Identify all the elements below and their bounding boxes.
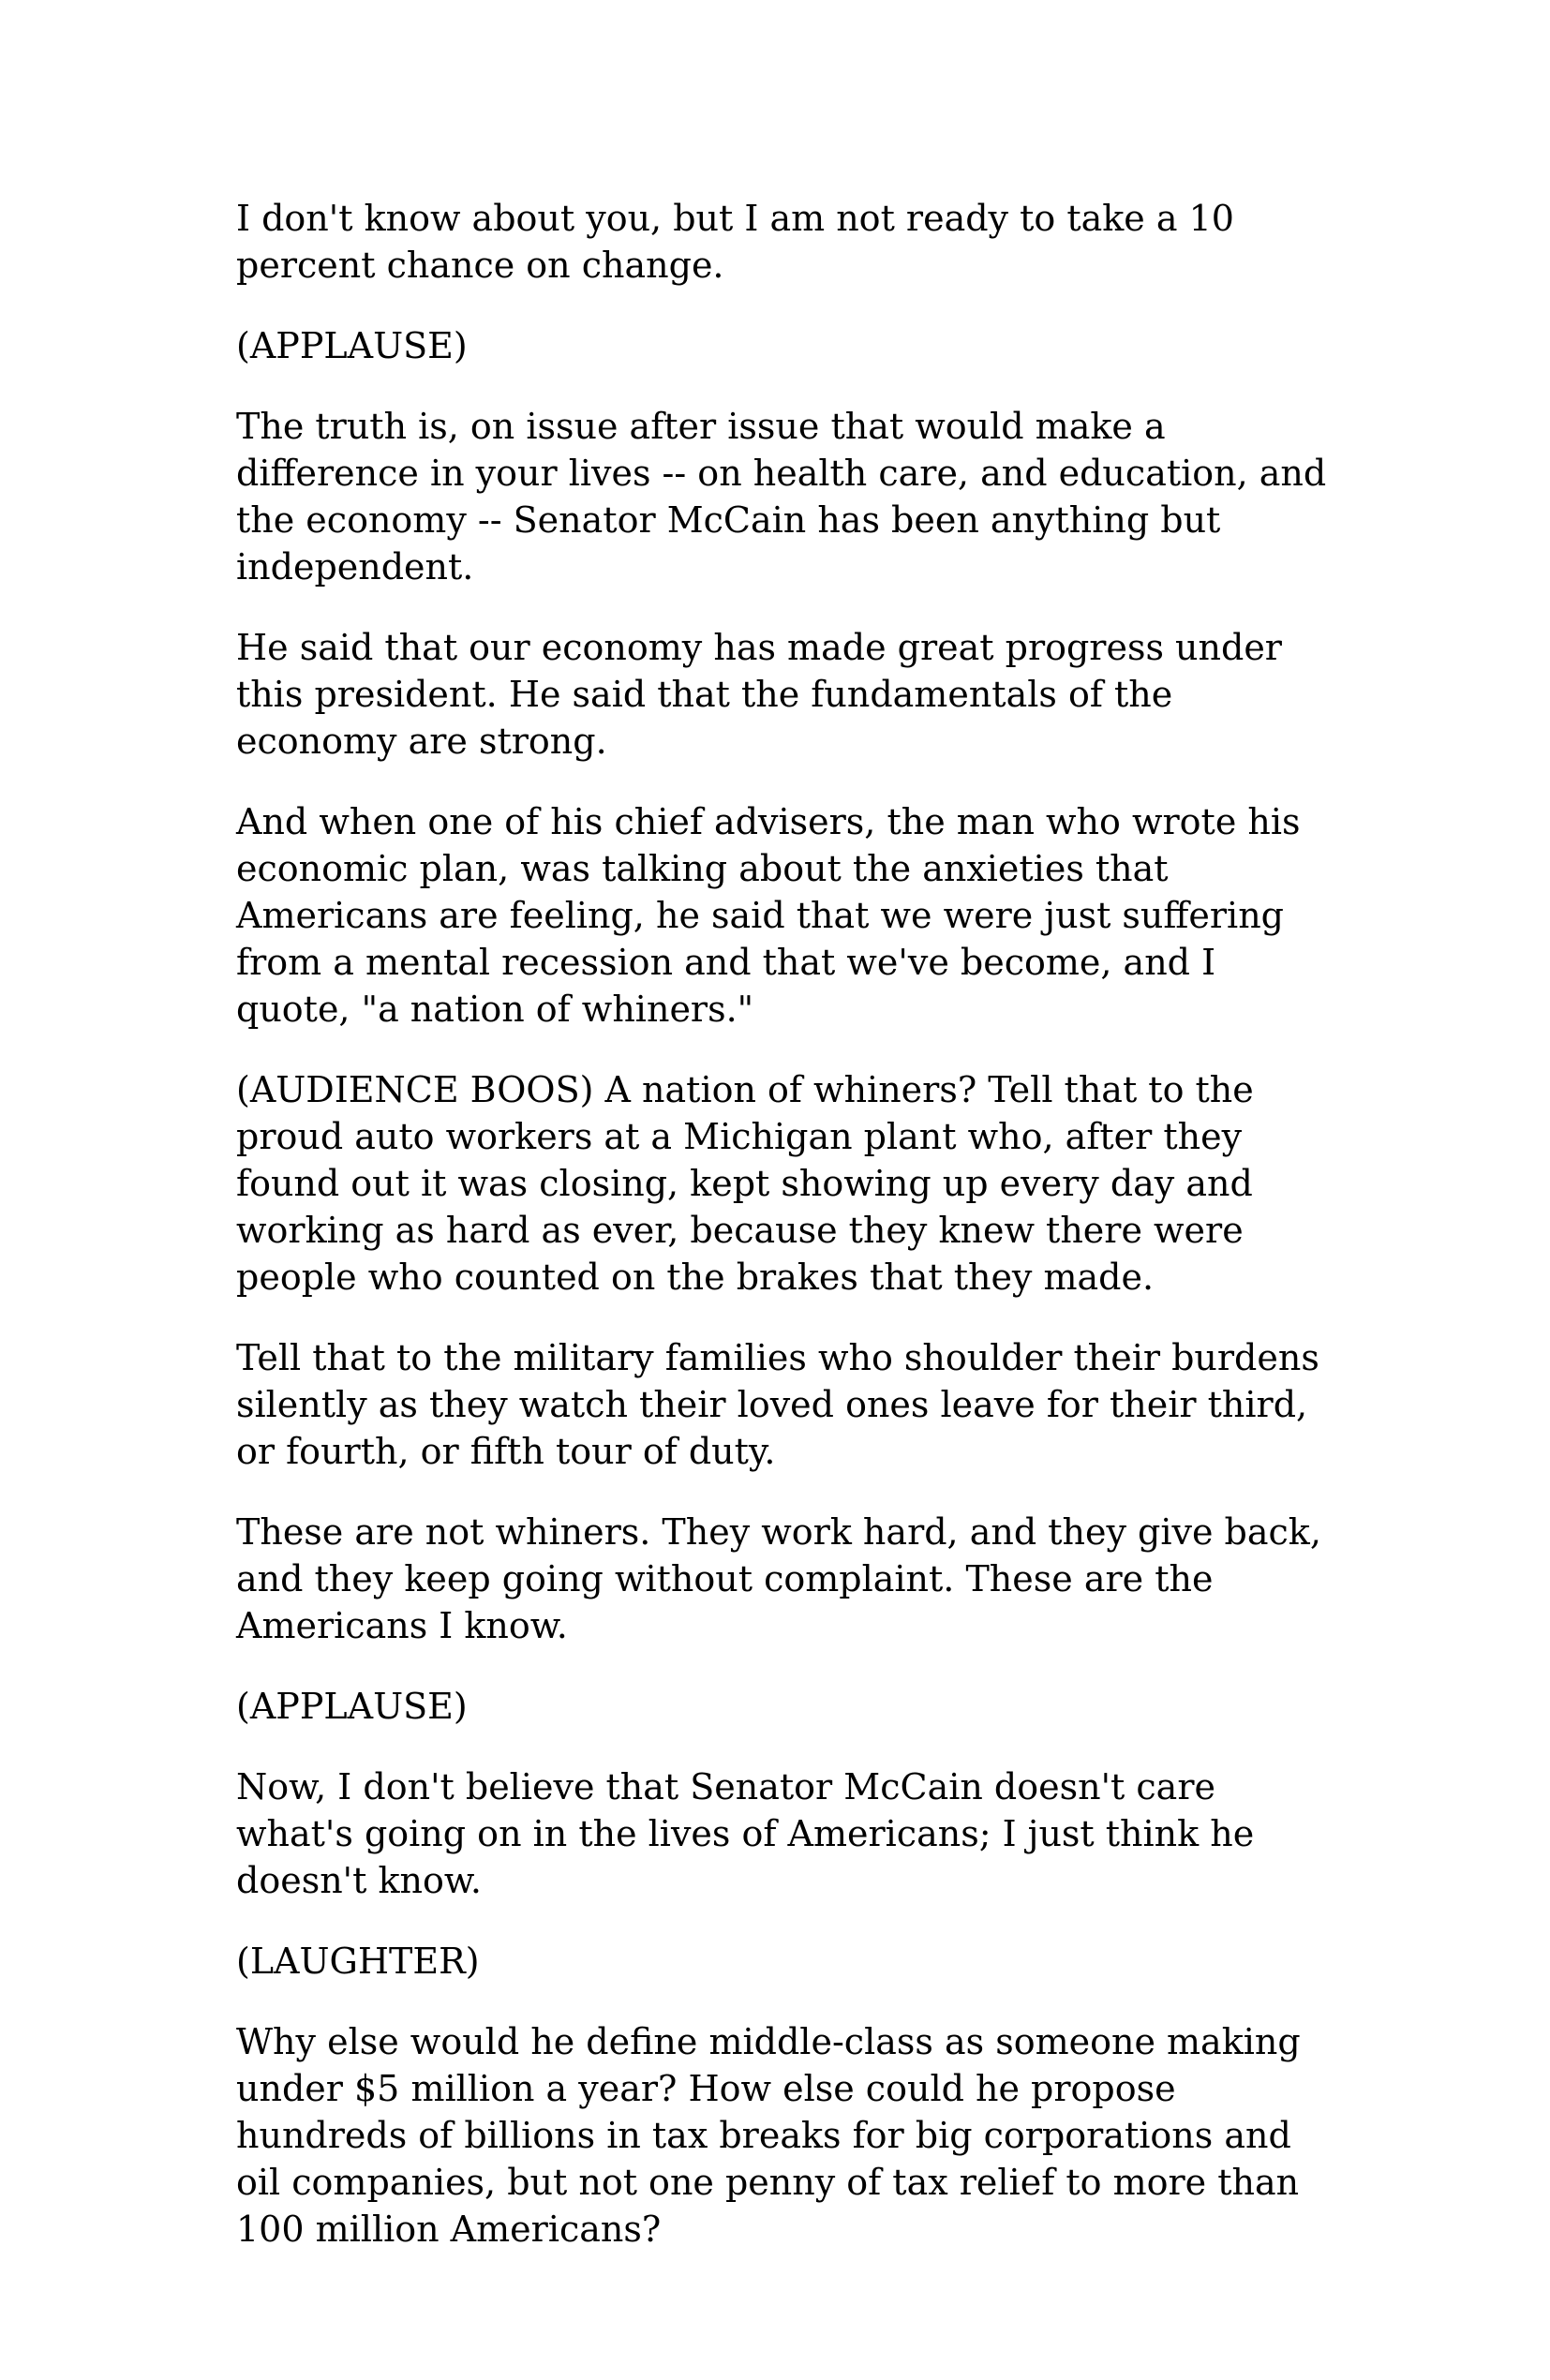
stage-direction-paragraph: (LAUGHTER) <box>236 1941 480 1982</box>
speech-paragraph: He said that our economy has made great progress under this president. He said that the fundamentals of the economy are strong. <box>236 627 1282 762</box>
speech-paragraph: Now, I don't believe that Senator McCain doesn't care what's going on in the lives of Americans; I just think he doesn't know. <box>236 1766 1255 1901</box>
speech-paragraph: (AUDIENCE BOOS) A nation of whiners? Tell that to the proud auto workers at a Michigan plant who, after they found out it was closing, kept showing up every day and working as hard as ever, because they knew there were people who counted on the brakes that they made. <box>236 1069 1254 1298</box>
stage-direction-paragraph: (APPLAUSE) <box>236 325 468 366</box>
speech-paragraph: The truth is, on issue after issue that would make a difference in your lives -- on health care, and education, and the economy -- Senator McCain has been anything but independent. <box>236 406 1327 588</box>
speech-paragraph: Why else would he define middle-class as someone making under $5 million a year? How else could he propose hundreds of billions in tax breaks for big corporations and oil companies, but not one penny of tax relief to more than 100 million Americans? <box>236 2021 1301 2250</box>
paragraph-container <box>236 195 1340 2253</box>
speech-paragraph: I don't know about you, but I am not ready to take a 10 percent chance on change. <box>236 198 1234 286</box>
speech-paragraph: These are not whiners. They work hard, and they give back, and they keep going without complaint. These are the Americans I know. <box>236 1511 1321 1646</box>
speech-paragraph: Tell that to the military families who shoulder their burdens silently as they watch their loved ones leave for their third, or fourth, or fifth tour of duty. <box>236 1337 1319 1472</box>
stage-direction-paragraph: (APPLAUSE) <box>236 1686 468 1727</box>
speech-paragraph: And when one of his chief advisers, the man who wrote his economic plan, was talking about the anxieties that Americans are feeling, he said that we were just suffering from a mental recession and that we've become, and I quote, "a nation of whiners." <box>236 801 1301 1030</box>
